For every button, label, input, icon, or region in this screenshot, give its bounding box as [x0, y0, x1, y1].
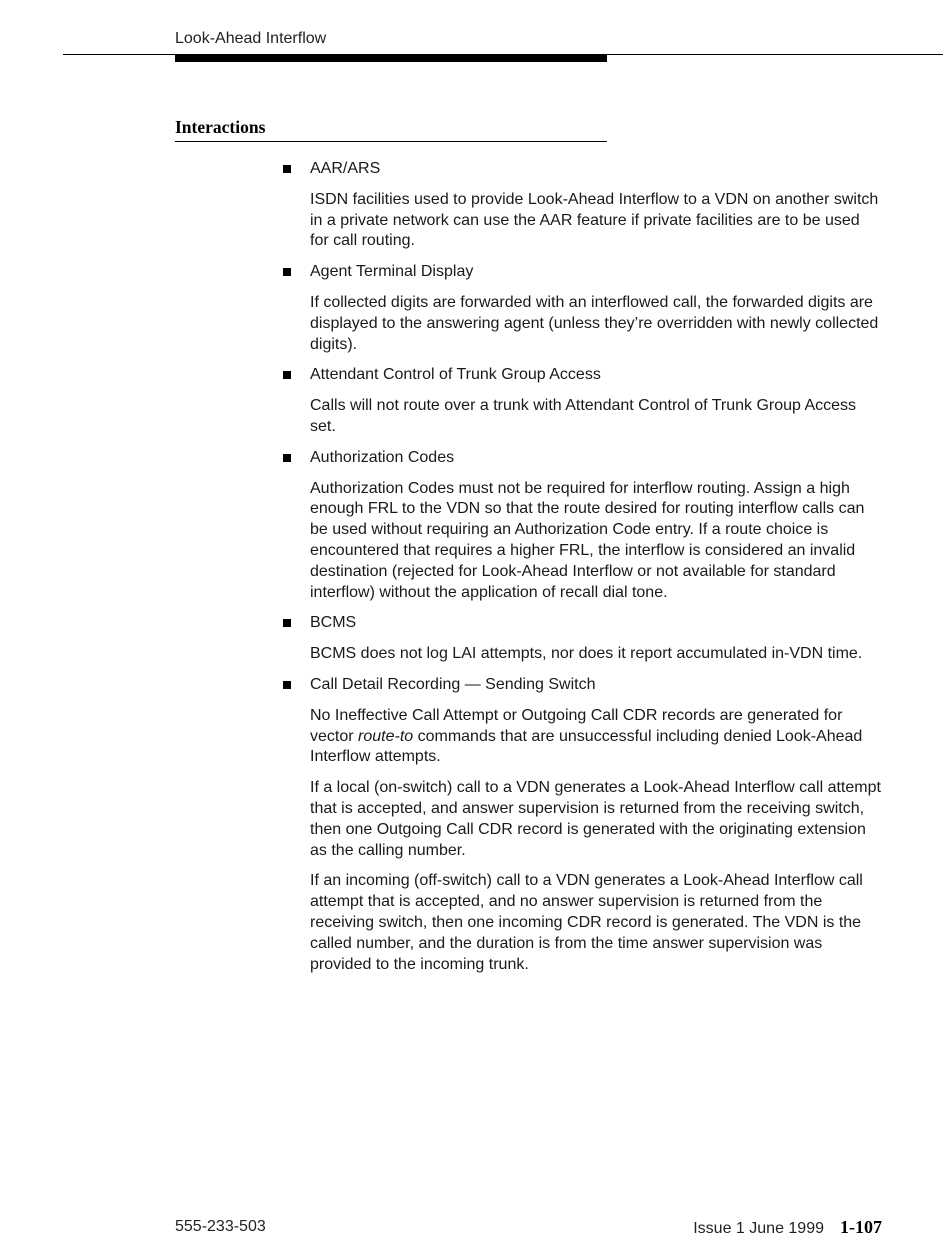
header-rule-thick: [175, 54, 607, 62]
item-paragraph: [310, 706, 882, 768]
issue-date: Issue 1 June 1999: [693, 1220, 824, 1237]
item-title: BCMS: [310, 614, 357, 632]
section-heading: Interactions: [175, 117, 607, 142]
item-title: AAR/ARS: [310, 160, 381, 177]
item-title: Agent Terminal Display: [310, 263, 474, 281]
doc-number: 555-233-503: [175, 1218, 266, 1235]
list-item-call-detail-recording: [310, 675, 882, 975]
list-item-authorization-codes: [310, 448, 882, 604]
item-paragraph: ISDN facilities used to provide Look-Ahead Interflow to a VDN on another switch in a private network can use the AAR feature if private facilities are to be used for call routing.: [310, 190, 879, 250]
footer-issue: [693, 1217, 882, 1238]
square-bullet-icon: [283, 165, 291, 173]
square-bullet-icon: [283, 619, 291, 627]
list-item-agent-terminal-display: [310, 262, 882, 355]
item-title: Attendant Control of Trunk Group Access: [310, 366, 601, 384]
list-item-bcms: [310, 613, 882, 665]
item-paragraph: If an incoming (off-switch) call to a VDN generates a Look-Ahead Interflow call attempt that is accepted, and no answer supervision is returned from the receiving switch, then one incoming CDR record is generated. The VDN is the called number, and the duration is from the time answer supervision was provided to the incoming trunk.: [310, 872, 863, 973]
item-title: Authorization Codes: [310, 448, 455, 466]
item-paragraph: BCMS does not log LAI attempts, nor does it report accumulated in-VDN time.: [310, 645, 863, 663]
square-bullet-icon: [283, 681, 291, 689]
text-run: commands that are unsuccessful including denied Look-Ahead Interflow attempts.: [310, 727, 863, 766]
interactions-list: [310, 159, 882, 985]
list-item-aar-ars: [310, 159, 882, 252]
command-name: route-to: [358, 727, 414, 745]
square-bullet-icon: [283, 268, 291, 276]
item-paragraph: If collected digits are forwarded with an interflowed call, the forwarded digits are displayed to the answering agent (unless they’re overridden with newly collected digits).: [310, 293, 879, 353]
square-bullet-icon: [283, 454, 291, 462]
item-title: Call Detail Recording — Sending Switch: [310, 675, 596, 693]
text-run: No Ineffective Call Attempt or Outgoing Call CDR records are generated for vector: [310, 706, 843, 745]
item-paragraph: Calls will not route over a trunk with Attendant Control of Trunk Group Access set.: [310, 397, 857, 435]
list-item-attendant-control: [310, 365, 882, 437]
item-paragraph: Authorization Codes must not be required for interflow routing. Assign a high enough FRL to the VDN so that the route desired for routing interflow calls can be used without requiring an Authorization Code entry. If a route choice is encountered that requires a higher FRL, the interflow is considered an invalid destination (rejected for Look-Ahead Interflow or not available for standard interflow) without the application of recall dial tone.: [310, 479, 865, 601]
item-paragraph: If a local (on-switch) call to a VDN generates a Look-Ahead Interflow call attempt that is accepted, and answer supervision is returned from the receiving switch, then one Outgoing Call CDR record is generated with the originating extension as the calling number.: [310, 779, 881, 859]
square-bullet-icon: [283, 371, 291, 379]
running-head: Look-Ahead Interflow: [175, 30, 327, 47]
page-number: 1-107: [840, 1217, 882, 1237]
